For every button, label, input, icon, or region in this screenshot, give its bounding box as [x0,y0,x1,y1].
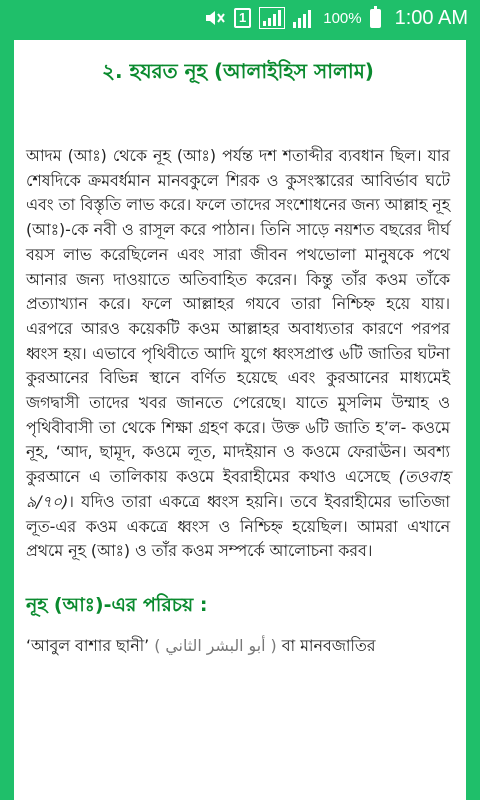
section-title: নূহ (আঃ)-এর পরিচয় : [26,593,208,616]
battery-percent: 100% [323,9,362,27]
status-icons [204,7,468,30]
sim-icon: 1 [234,8,251,28]
signal-icon [293,8,315,28]
article-page[interactable] [14,40,466,800]
arabic-phrase: ( أبو البشر الثاني ) [154,635,277,655]
paragraph-tail: । যদিও তারা একত্রে ধ্বংস হয়নি। তবে ইবরাহীমের ভাতিজা লূত-এর কওম একত্রে ধ্বংস ও নিশ্চিহ্ন হয়েছিল। আমরা এখানে প্রথমে নূহ (আঃ) ও তাঁর কওম সম্পর্কে আলোচনা করব। [26,491,450,561]
paragraph-main: আদম (আঃ) থেকে নূহ (আঃ) পর্যন্ত দশ শতাব্দীর ব্যবধান ছিল। যার শেষদিকে ক্রমবর্ধমান মানবকুলে শিরক ও কুসংস্কারের আবির্ভাব ঘটে এবং তা বিস্তৃতি লাভ করে। ফলে তাদের সংশোধনের জন্য আল্লাহ নূহ (আঃ)-কে নবী ও রাসূল করে পাঠান। তিনি সাড়ে নয়শত বছরের দীর্ঘ বয়স লাভ করেছিলেন এবং সারা জীবন পথভোলা মানুষকে পথে আনার জন্য দাওয়াতে অতিবাহিত করেন। কিন্তু তাঁর কওম তাঁকে প্রত্যাখ্যান করে। ফলে আল্লাহর গযবে তারা নিশ্চিহ্ন হয়ে যায়। এরপরে আরও কয়েকটি কওম আল্লাহর অবাধ্যতার কারণে পরপর ধ্বংস হয়। এভাবে পৃথিবীতে আদি যুগে ধ্বংসপ্রাপ্ত ৬টি জাতির ঘটনা কুরআনের বিভিন্ন স্থানে বর্ণিত হয়েছে এবং কুরআনের মাধ্যমেই জগদ্বাসী তাদের খবর জানতে পেরেছে। যাতে মুসলিম উম্মাহ ও পৃথিবীবাসী তা থেকে শিক্ষা গ্রহণ করে। উক্ত ৬টি জাতি হ’ল- কওমে নূহ, ‘আদ, ছামূদ, কওমে লূত, মাদইয়ান ও কওমে ফেরাঊন। অবশ্য কুরআনে এ তালিকায় কওমে ইবরাহীমের কথাও এসেছে [26,146,450,487]
battery-icon [370,9,381,28]
quran-reference: (তওবাহ ৯/৭০) [26,467,450,511]
cut-line-start: ‘আবুল বাশার ছানী’ [26,635,150,655]
chapter-title: ২. হযরত নূহ (আলাইহিস সালাম) [102,59,374,83]
cut-line-end: বা মানবজাতির [281,635,376,655]
signal-icon [259,7,285,29]
article-paragraph [26,144,450,564]
mute-icon [204,9,226,27]
clock: 1:00 AM [394,6,468,29]
status-bar [0,0,480,36]
next-paragraph-preview [26,634,450,658]
